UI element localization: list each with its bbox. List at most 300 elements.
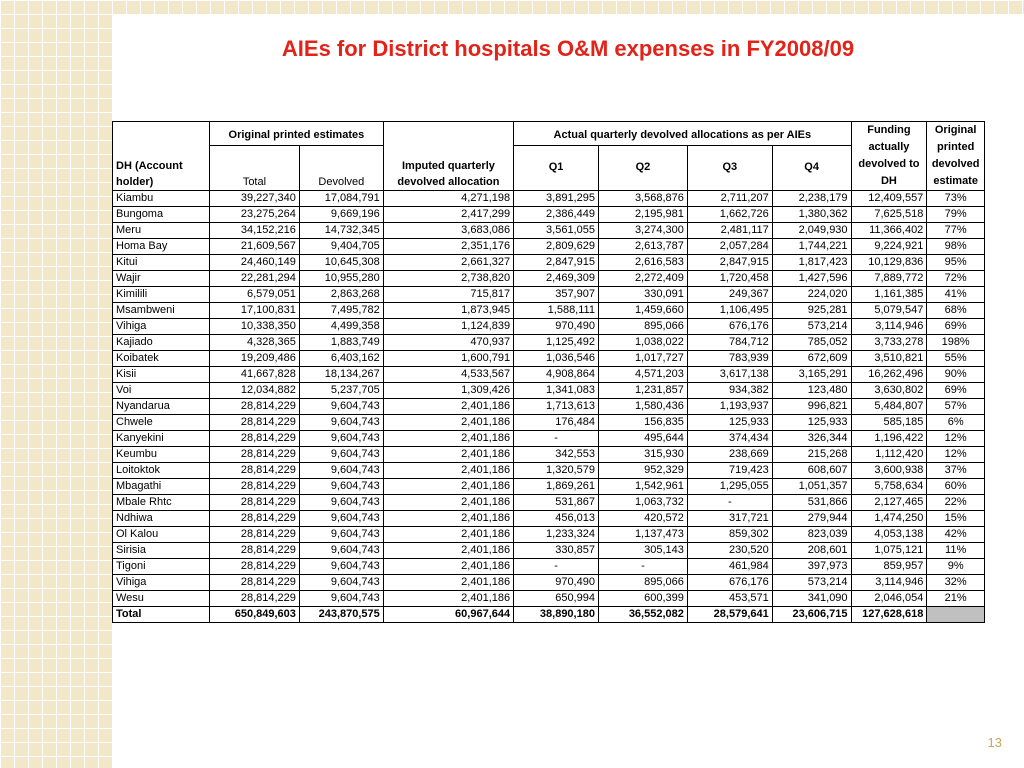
table-cell: 608,607 [772, 463, 851, 479]
table-cell: 573,214 [772, 575, 851, 591]
table-cell: 600,399 [598, 591, 687, 607]
table-cell: 11% [927, 543, 985, 559]
header-actual-quarterly-label: Actual quarterly devolved allocations as per AIEs [553, 129, 812, 142]
table-cell: Kanyekini [113, 431, 210, 447]
header-dh-account-line1: DH (Account [116, 160, 183, 172]
table-cell: - [687, 495, 772, 511]
table-cell: 28,814,229 [209, 495, 299, 511]
table-cell: - [514, 559, 599, 575]
table-cell: Keumbu [113, 447, 210, 463]
table-cell: 2,469,309 [514, 271, 599, 287]
table-cell: 9,604,743 [299, 591, 383, 607]
table-cell: 69% [927, 383, 985, 399]
table-cell: 461,984 [687, 559, 772, 575]
table-cell: 374,434 [687, 431, 772, 447]
table-cell: 21,609,567 [209, 239, 299, 255]
table-cell: 9,604,743 [299, 415, 383, 431]
table-cell: 12% [927, 431, 985, 447]
table-row [113, 287, 985, 303]
table-row [113, 495, 985, 511]
table-cell: 14,732,345 [299, 223, 383, 239]
table-cell: 2,616,583 [598, 255, 687, 271]
table-cell: 784,712 [687, 335, 772, 351]
table-cell: 5,237,705 [299, 383, 383, 399]
table-cell: Meru [113, 223, 210, 239]
table-row [113, 463, 985, 479]
table-cell: 4,328,365 [209, 335, 299, 351]
total-row [113, 607, 985, 623]
decorative-left-pattern [0, 0, 112, 768]
table-cell: 1,036,546 [514, 351, 599, 367]
table-cell: 859,957 [851, 559, 927, 575]
table-cell: 1,161,385 [851, 287, 927, 303]
table-cell: 1,233,324 [514, 527, 599, 543]
table-cell: 357,907 [514, 287, 599, 303]
table-cell: 1,193,937 [687, 399, 772, 415]
table-cell: 1,662,726 [687, 207, 772, 223]
table-cell: Koibatek [113, 351, 210, 367]
table-cell: 1,320,579 [514, 463, 599, 479]
table-cell: 531,867 [514, 495, 599, 511]
table-cell: 16,262,496 [851, 367, 927, 383]
table-cell: 3,165,291 [772, 367, 851, 383]
header-dh-blank [113, 122, 210, 146]
table-cell: 895,066 [598, 319, 687, 335]
table-cell: 79% [927, 207, 985, 223]
table-cell: 1,869,261 [514, 479, 599, 495]
table-cell: 9,604,743 [299, 527, 383, 543]
header-imputed-blank [383, 122, 513, 146]
table-cell: 952,329 [598, 463, 687, 479]
table-cell: 9% [927, 559, 985, 575]
table-cell: 2,738,820 [383, 271, 513, 287]
table-cell: 28,814,229 [209, 431, 299, 447]
table-cell: 2,401,186 [383, 479, 513, 495]
table-row [113, 351, 985, 367]
table-cell: 19,209,486 [209, 351, 299, 367]
table-cell: 785,052 [772, 335, 851, 351]
header-q3: Q3 [687, 145, 772, 190]
table-cell: 37% [927, 463, 985, 479]
table-cell: 7,625,518 [851, 207, 927, 223]
table-cell: 341,090 [772, 591, 851, 607]
table-cell: 715,817 [383, 287, 513, 303]
table-cell: Vihiga [113, 575, 210, 591]
table-cell: 330,091 [598, 287, 687, 303]
table-cell: 3,617,138 [687, 367, 772, 383]
table-cell: 719,423 [687, 463, 772, 479]
table-cell: 21% [927, 591, 985, 607]
page-number: 13 [987, 735, 1002, 750]
table-cell: 2,847,915 [514, 255, 599, 271]
table-cell: 1,883,749 [299, 335, 383, 351]
total-cell: 127,628,618 [851, 607, 927, 623]
header-actual-quarterly [514, 122, 851, 144]
table-cell: 2,613,787 [598, 239, 687, 255]
table-cell: 2,401,186 [383, 559, 513, 575]
table-row [113, 591, 985, 607]
table-cell: 1,600,791 [383, 351, 513, 367]
table-row [113, 207, 985, 223]
table-cell: 198% [927, 335, 985, 351]
table-cell: 28,814,229 [209, 559, 299, 575]
table-cell: 215,268 [772, 447, 851, 463]
table-cell: 28,814,229 [209, 399, 299, 415]
total-cell: 243,870,575 [299, 607, 383, 623]
table-cell: 1,873,945 [383, 303, 513, 319]
table-cell: Wesu [113, 591, 210, 607]
table-cell: 3,114,946 [851, 319, 927, 335]
table-cell: Kisii [113, 367, 210, 383]
table-cell: 2,417,299 [383, 207, 513, 223]
table-cell: 330,857 [514, 543, 599, 559]
table-cell: 531,866 [772, 495, 851, 511]
table-cell: 3,600,938 [851, 463, 927, 479]
table-cell: 2,272,409 [598, 271, 687, 287]
table-row [113, 367, 985, 383]
table-cell: 2,661,327 [383, 255, 513, 271]
header-devolved: Devolved [299, 145, 383, 190]
total-cell: 60,967,644 [383, 607, 513, 623]
table-cell: 4,571,203 [598, 367, 687, 383]
table-row [113, 559, 985, 575]
table-cell: 420,572 [598, 511, 687, 527]
table-cell: 28,814,229 [209, 543, 299, 559]
table-cell: 3,733,278 [851, 335, 927, 351]
table-cell: 2,401,186 [383, 511, 513, 527]
table-cell: 7,495,782 [299, 303, 383, 319]
table-cell: 4,908,864 [514, 367, 599, 383]
table-cell: 3,630,802 [851, 383, 927, 399]
table-cell: 2,863,268 [299, 287, 383, 303]
table-cell: Kajiado [113, 335, 210, 351]
table-cell: 4,053,138 [851, 527, 927, 543]
table-cell: 3,510,821 [851, 351, 927, 367]
table-body [113, 191, 985, 623]
table-cell: 1,112,420 [851, 447, 927, 463]
table-cell: Chwele [113, 415, 210, 431]
table-cell: Sirisia [113, 543, 210, 559]
table-cell: 6,579,051 [209, 287, 299, 303]
table-cell: 10,955,280 [299, 271, 383, 287]
table-cell: 10,645,308 [299, 255, 383, 271]
table-cell: 470,937 [383, 335, 513, 351]
table-cell: 9,604,743 [299, 495, 383, 511]
table-cell: 9,669,196 [299, 207, 383, 223]
table-cell: 2,238,179 [772, 191, 851, 207]
table-cell: 1,580,436 [598, 399, 687, 415]
table-cell: 11,366,402 [851, 223, 927, 239]
table-cell: 123,480 [772, 383, 851, 399]
table-cell: 6,403,162 [299, 351, 383, 367]
table-row [113, 575, 985, 591]
total-cell [927, 607, 985, 623]
table-cell: 156,835 [598, 415, 687, 431]
table-cell: 17,100,831 [209, 303, 299, 319]
table-cell: 2,401,186 [383, 495, 513, 511]
table-cell: 3,561,055 [514, 223, 599, 239]
table-cell: 2,481,117 [687, 223, 772, 239]
table-row [113, 271, 985, 287]
table-cell: 895,066 [598, 575, 687, 591]
table-cell: 176,484 [514, 415, 599, 431]
table-cell: Ndhiwa [113, 511, 210, 527]
table-cell: 2,401,186 [383, 431, 513, 447]
table-cell: Tigoni [113, 559, 210, 575]
table-cell: 1,427,596 [772, 271, 851, 287]
table-cell: 9,604,743 [299, 399, 383, 415]
table-cell: Ol Kalou [113, 527, 210, 543]
table-cell: 32% [927, 575, 985, 591]
table-cell: 42% [927, 527, 985, 543]
header-imputed-line1: Imputed quarterly [401, 160, 495, 172]
table-cell: 249,367 [687, 287, 772, 303]
table-cell: Bungoma [113, 207, 210, 223]
header-q1: Q1 [514, 145, 599, 190]
table-cell: 397,973 [772, 559, 851, 575]
table-cell: 676,176 [687, 575, 772, 591]
table-cell: 4,533,567 [383, 367, 513, 383]
table-cell: Mbagathi [113, 479, 210, 495]
table-cell: 9,404,705 [299, 239, 383, 255]
table-cell: 2,847,915 [687, 255, 772, 271]
table-cell: 9,604,743 [299, 431, 383, 447]
table-cell: 453,571 [687, 591, 772, 607]
table-cell: 1,459,660 [598, 303, 687, 319]
table-cell: 9,604,743 [299, 543, 383, 559]
table-row [113, 479, 985, 495]
table-row [113, 191, 985, 207]
table-cell: 585,185 [851, 415, 927, 431]
table-cell: 224,020 [772, 287, 851, 303]
table-cell: 1,137,473 [598, 527, 687, 543]
table-cell: 2,401,186 [383, 463, 513, 479]
table-cell: 1,341,083 [514, 383, 599, 399]
table-cell: 39,227,340 [209, 191, 299, 207]
table-cell: 18,134,267 [299, 367, 383, 383]
table-cell: 1,124,839 [383, 319, 513, 335]
header-imputed-line2: devolved allocation [397, 176, 500, 188]
table-cell: 1,713,613 [514, 399, 599, 415]
table-cell: 326,344 [772, 431, 851, 447]
table-cell: 72% [927, 271, 985, 287]
table-cell: 2,401,186 [383, 447, 513, 463]
table-cell: 23,275,264 [209, 207, 299, 223]
table-cell: 9,604,743 [299, 559, 383, 575]
table-cell: 1,017,727 [598, 351, 687, 367]
table-cell: - [598, 559, 687, 575]
table-cell: 5,758,634 [851, 479, 927, 495]
table-cell: 2,401,186 [383, 543, 513, 559]
table-cell: 1,474,250 [851, 511, 927, 527]
table-cell: 672,609 [772, 351, 851, 367]
table-cell: 823,039 [772, 527, 851, 543]
header-original-printed-devolved: Original printed devolved estimate [927, 122, 985, 191]
table-cell: 1,051,357 [772, 479, 851, 495]
table-cell: 9,604,743 [299, 479, 383, 495]
header-q2: Q2 [598, 145, 687, 190]
table-cell: 1,106,495 [687, 303, 772, 319]
table-cell: 125,933 [772, 415, 851, 431]
total-cell: 38,890,180 [514, 607, 599, 623]
total-cell: Total [113, 607, 210, 623]
table-row [113, 511, 985, 527]
table-cell: 1,309,426 [383, 383, 513, 399]
table-cell: 1,817,423 [772, 255, 851, 271]
table-cell: 2,401,186 [383, 415, 513, 431]
table-cell: 2,401,186 [383, 527, 513, 543]
table-cell: 1,720,458 [687, 271, 772, 287]
table-cell: 73% [927, 191, 985, 207]
table-cell: 456,013 [514, 511, 599, 527]
table-cell: 9,604,743 [299, 511, 383, 527]
table-cell: Mbale Rhtc [113, 495, 210, 511]
table-cell: Kitui [113, 255, 210, 271]
table-cell: 12,409,557 [851, 191, 927, 207]
table-cell: Voi [113, 383, 210, 399]
table-cell: 60% [927, 479, 985, 495]
table-cell: 2,127,465 [851, 495, 927, 511]
table-cell: 934,382 [687, 383, 772, 399]
table-cell: 9,604,743 [299, 575, 383, 591]
table-cell: 970,490 [514, 319, 599, 335]
table-row [113, 335, 985, 351]
total-cell: 650,849,603 [209, 607, 299, 623]
table-cell: 676,176 [687, 319, 772, 335]
table-cell: 305,143 [598, 543, 687, 559]
table-cell: 34,152,216 [209, 223, 299, 239]
table-cell: 90% [927, 367, 985, 383]
table-cell: 22,281,294 [209, 271, 299, 287]
table-cell: Loitoktok [113, 463, 210, 479]
table-cell: 15% [927, 511, 985, 527]
table-cell: 57% [927, 399, 985, 415]
table-row [113, 415, 985, 431]
table-cell: 28,814,229 [209, 479, 299, 495]
table-cell: Vihiga [113, 319, 210, 335]
header-original-printed-estimates-label: Original printed estimates [228, 129, 365, 142]
table-cell: 1,038,022 [598, 335, 687, 351]
table-cell: 3,683,086 [383, 223, 513, 239]
total-cell: 28,579,641 [687, 607, 772, 623]
table-cell: 996,821 [772, 399, 851, 415]
table-cell: 2,711,207 [687, 191, 772, 207]
table-cell: - [514, 431, 599, 447]
header-original-printed-estimates [209, 122, 383, 144]
table-row [113, 543, 985, 559]
table-cell: 2,195,981 [598, 207, 687, 223]
table-row [113, 239, 985, 255]
table-row [113, 431, 985, 447]
table-cell: 10,338,350 [209, 319, 299, 335]
table-cell: 28,814,229 [209, 511, 299, 527]
table-cell: 125,933 [687, 415, 772, 431]
table-row [113, 303, 985, 319]
table-cell: 5,079,547 [851, 303, 927, 319]
table-cell: 650,994 [514, 591, 599, 607]
table-cell: 2,809,629 [514, 239, 599, 255]
header-q4: Q4 [772, 145, 851, 190]
table-cell: 573,214 [772, 319, 851, 335]
header-funding-devolved: Funding actually devolved to DH [851, 122, 927, 191]
table-cell: 12% [927, 447, 985, 463]
table-cell: 2,049,930 [772, 223, 851, 239]
table-cell: 2,386,449 [514, 207, 599, 223]
table-cell: 2,401,186 [383, 591, 513, 607]
table-cell: 342,553 [514, 447, 599, 463]
total-cell: 23,606,715 [772, 607, 851, 623]
table-cell: 1,295,055 [687, 479, 772, 495]
table-cell: 238,669 [687, 447, 772, 463]
decorative-top-pattern [0, 0, 1024, 14]
table-row [113, 447, 985, 463]
table-cell: 859,302 [687, 527, 772, 543]
header-dh-account-line2: holder) [116, 176, 154, 188]
table-cell: 4,271,198 [383, 191, 513, 207]
table-cell: 279,944 [772, 511, 851, 527]
table-cell: 1,380,362 [772, 207, 851, 223]
table-cell: 1,744,221 [772, 239, 851, 255]
header-total: Total [209, 145, 299, 190]
table-cell: 783,939 [687, 351, 772, 367]
table-cell: 317,721 [687, 511, 772, 527]
table-cell: 495,644 [598, 431, 687, 447]
slide-title: AIEs for District hospitals O&M expenses in FY2008/09 [281, 36, 855, 61]
table-row [113, 319, 985, 335]
table-cell: 28,814,229 [209, 415, 299, 431]
table-cell: 3,274,300 [598, 223, 687, 239]
table-cell: 2,046,054 [851, 591, 927, 607]
total-cell: 36,552,082 [598, 607, 687, 623]
table-row [113, 399, 985, 415]
table-cell: 9,604,743 [299, 447, 383, 463]
table-cell: 230,520 [687, 543, 772, 559]
table-cell: 2,401,186 [383, 399, 513, 415]
table-cell: 68% [927, 303, 985, 319]
table-row [113, 255, 985, 271]
table-cell: 28,814,229 [209, 463, 299, 479]
table-cell: 12,034,882 [209, 383, 299, 399]
table-cell: 2,401,186 [383, 575, 513, 591]
table-cell: Kiambu [113, 191, 210, 207]
table-cell: 1,196,422 [851, 431, 927, 447]
table-cell: 55% [927, 351, 985, 367]
table-cell: 28,814,229 [209, 447, 299, 463]
table-cell: 24,460,149 [209, 255, 299, 271]
table-cell: 5,484,807 [851, 399, 927, 415]
table-cell: 4,499,358 [299, 319, 383, 335]
table-cell: Nyandarua [113, 399, 210, 415]
table-cell: Homa Bay [113, 239, 210, 255]
table-cell: 6% [927, 415, 985, 431]
table-cell: 315,930 [598, 447, 687, 463]
table-cell: 3,891,295 [514, 191, 599, 207]
table-cell: 98% [927, 239, 985, 255]
table-cell: 22% [927, 495, 985, 511]
table-cell: 1,063,732 [598, 495, 687, 511]
table-cell: 1,588,111 [514, 303, 599, 319]
table-cell: 10,129,836 [851, 255, 927, 271]
table-row [113, 383, 985, 399]
table-cell: 1,075,121 [851, 543, 927, 559]
table-cell: 1,542,961 [598, 479, 687, 495]
table-cell: Msambweni [113, 303, 210, 319]
table-cell: 28,814,229 [209, 591, 299, 607]
table-cell: 41% [927, 287, 985, 303]
table-row [113, 223, 985, 239]
table-cell: 208,601 [772, 543, 851, 559]
table-cell: 9,604,743 [299, 463, 383, 479]
